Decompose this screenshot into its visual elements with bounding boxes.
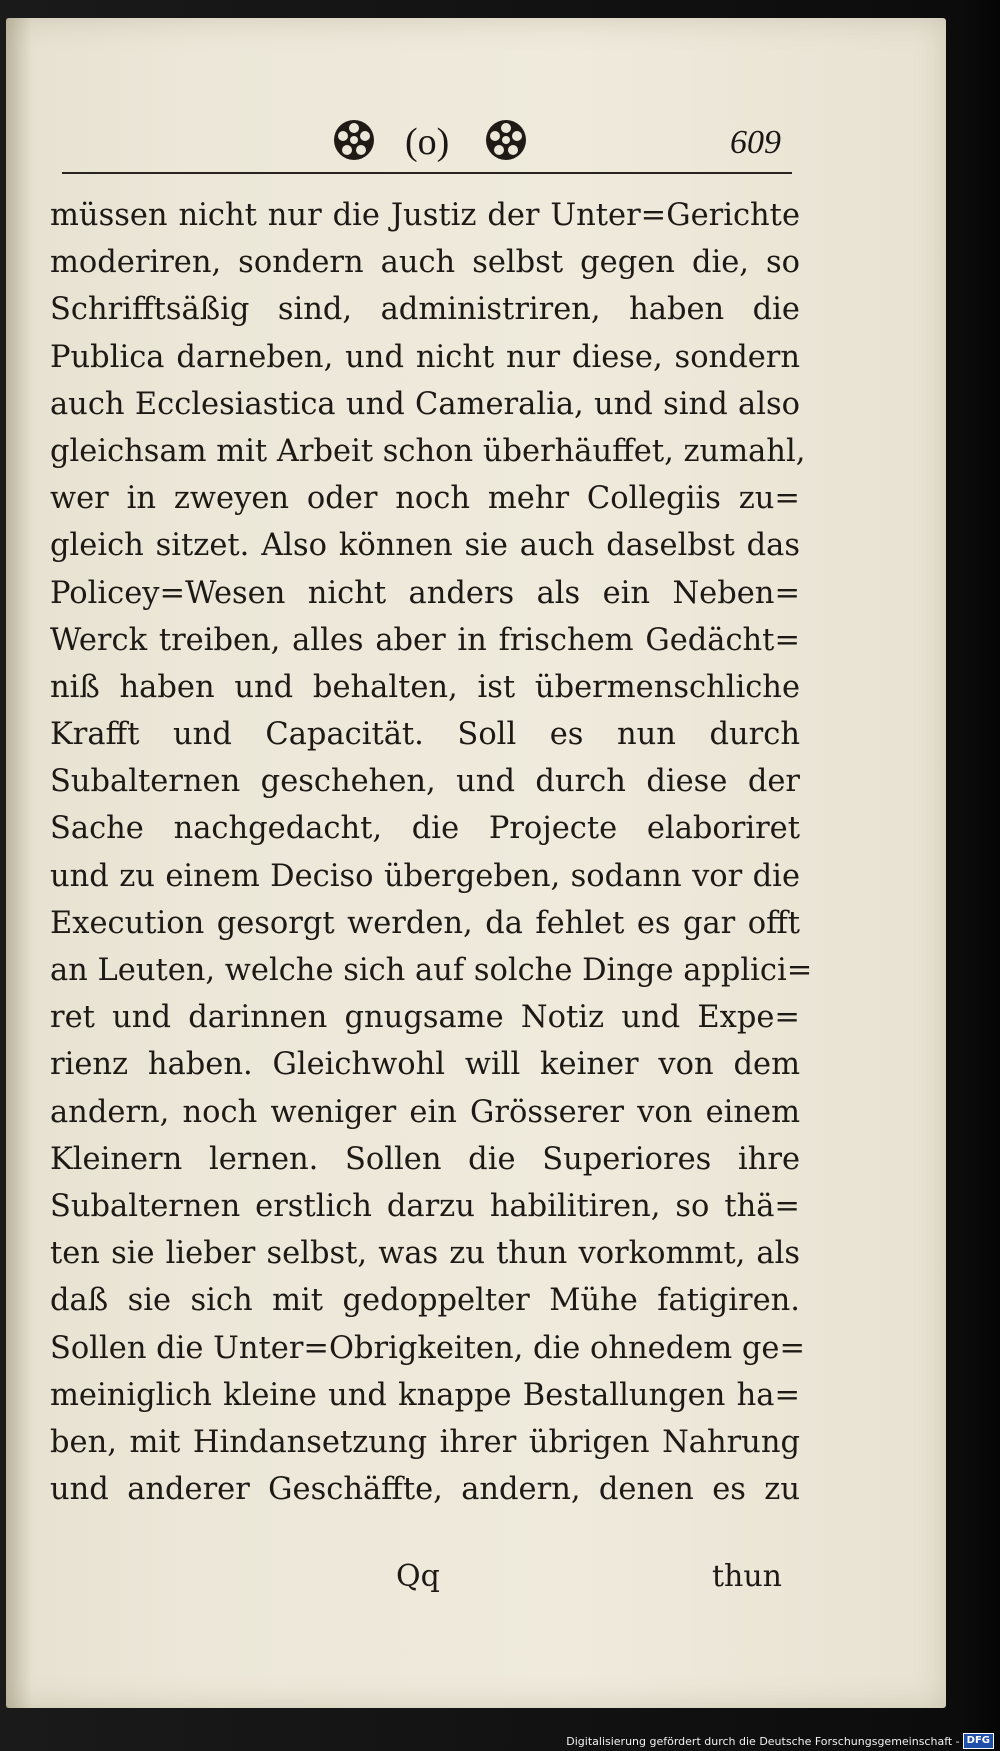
- text-line: Krafft und Capacität. Soll es nun durch: [50, 717, 800, 753]
- page-number: 609: [730, 124, 781, 161]
- text-line: gleichsam mit Arbeit schon überhäuffet, zumahl,: [50, 433, 806, 469]
- text-line: Policey=Wesen nicht anders als ein Neben=: [50, 575, 800, 611]
- text-line: rienz haben. Gleichwohl will keiner von dem: [50, 1047, 800, 1083]
- book-page: [6, 18, 946, 1708]
- catchword: thun: [711, 1559, 782, 1594]
- page-gutter-shadow: [6, 18, 32, 1708]
- page-footer: [50, 1559, 800, 1609]
- text-line: und zu einem Deciso übergeben, sodann vor die: [50, 858, 800, 894]
- page-header: [50, 118, 800, 178]
- text-line: Publica darneben, und nicht nur diese, sondern: [50, 339, 800, 375]
- body-text: [50, 192, 813, 1513]
- text-line: gleich sitzet. Also können sie auch daselbst das: [50, 528, 800, 564]
- floral-ornament-icon: [484, 118, 528, 162]
- text-line: ret und darinnen gnugsame Notiz und Expe=: [50, 1000, 800, 1036]
- text-line: müssen nicht nur die Justiz der Unter=Gerichte: [50, 198, 800, 233]
- text-line: Schrifftsäßig sind, administriren, haben die: [50, 292, 800, 328]
- header-rule: [62, 172, 792, 174]
- text-line: ben, mit Hindansetzung ihrer übrigen Nahrung: [50, 1424, 800, 1460]
- text-line: wer in zweyen oder noch mehr Collegiis zu=: [50, 481, 800, 517]
- text-line: Sollen die Unter=Obrigkeiten, die ohnedem ge=: [50, 1330, 806, 1366]
- page-mark: (o): [405, 121, 450, 163]
- text-line: Execution gesorgt werden, da fehlet es gar offt: [50, 905, 800, 941]
- text-line: Kleinern lernen. Sollen die Superiores ihre: [50, 1141, 800, 1177]
- text-line: niß haben und behalten, ist übermenschliche: [50, 669, 800, 705]
- text-line: und anderer Geschäffte, andern, denen es zu: [50, 1472, 800, 1508]
- text-line: moderiren, sondern auch selbst gegen die, so: [50, 245, 800, 281]
- text-line: an Leuten, welche sich auf solche Dinge applici=: [50, 953, 813, 988]
- credit-text: Digitalisierung gefördert durch die Deutsche Forschungsgemeinschaft -: [566, 1734, 960, 1748]
- text-line: Sache nachgedacht, die Projecte elaboriret: [50, 811, 800, 847]
- signature-mark: Qq: [396, 1559, 440, 1594]
- text-line: daß sie sich mit gedoppelter Mühe fatigiren.: [50, 1283, 800, 1319]
- text-line: Subalternen geschehen, und durch diese der: [50, 764, 800, 800]
- digitization-credit: [566, 1733, 994, 1749]
- text-line: andern, noch weniger ein Grösserer von einem: [50, 1094, 800, 1130]
- text-line: meiniglich kleine und knappe Bestallungen ha=: [50, 1377, 800, 1413]
- text-line: auch Ecclesiastica und Cameralia, und sind also: [50, 386, 800, 422]
- floral-ornament-icon: [332, 118, 376, 162]
- text-line: ten sie lieber selbst, was zu thun vorkommt, als: [50, 1236, 800, 1272]
- dfg-logo: DFG: [963, 1733, 994, 1749]
- text-line: Werck treiben, alles aber in frischem Gedächt=: [50, 622, 800, 658]
- text-line: Subalternen erstlich darzu habilitiren, so thä=: [50, 1188, 800, 1224]
